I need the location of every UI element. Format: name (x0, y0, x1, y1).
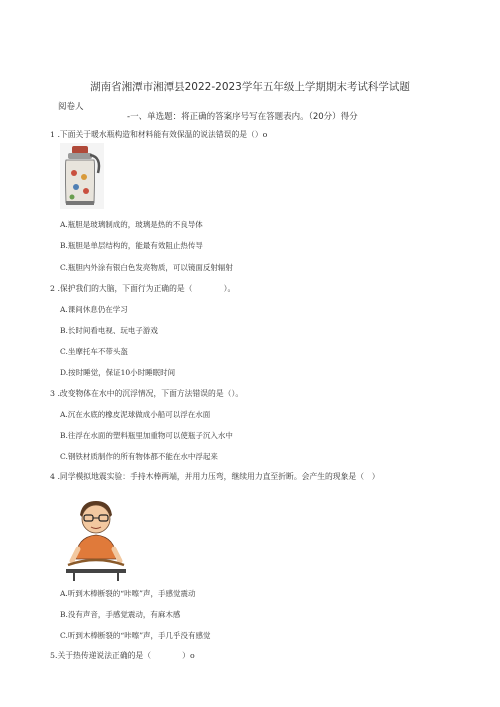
question-2-option-d: D.按时睡觉，保证10小时睡眠时间 (60, 368, 176, 377)
section-heading: -一、单选题：将正确的答案序号写在答题表内。（20分）得分 (127, 112, 358, 122)
question-4-option-a: A.听到木棒断裂的“咔嚓”声，手感觉震动 (60, 589, 196, 598)
earthquake-experiment-image (64, 497, 128, 581)
question-3-option-c: C.钢铁材质制作的所有物体都不能在水中浮起来 (60, 452, 218, 461)
question-2-option-c: C.坐摩托车不带头盔 (60, 347, 128, 356)
question-4-option-c: C.听到木棒断裂的“咔嚓”声，手几乎没有感觉 (60, 631, 211, 640)
question-4-stem: 4 .同学模拟地震实验：手持木棒两端，并用力压弯，继续用力直至折断。会产生的现象是（ ） (50, 472, 380, 481)
question-4-option-b: B.没有声音，手感觉震动，有麻木感 (60, 610, 181, 619)
question-2-stem: 2 .保护我们的大脑，下面行为正确的是（ ）。 (50, 284, 236, 293)
reviewer-label: 阅卷人 (58, 102, 84, 112)
document-title: 湖南省湘潭市湘潭县2022-2023学年五年级上学期期末考试科学试题 (90, 81, 410, 93)
question-1-option-a: A.瓶胆是玻璃制成的，玻璃是热的不良导体 (60, 220, 203, 229)
question-2-option-a: A.课间休息仍在学习 (60, 305, 128, 314)
thermos-image (60, 143, 104, 209)
question-1-stem: 1 .下面关于暖水瓶构造和材料能有效保温的说法错误的是（）o (50, 130, 268, 139)
question-2-option-b: B.长时间看电视、玩电子游戏 (60, 326, 158, 335)
question-3-stem: 3 .改变物体在水中的沉浮情况，下面方法错误的是（）。 (50, 389, 244, 398)
question-5-stem: 5.关于热传递说法正确的是（ ）o (50, 651, 195, 660)
question-1-option-b: B.瓶胆是单层结构的，能最有效阻止热传导 (60, 241, 203, 250)
question-3-option-b: B.往浮在水面的塑料瓶里加重物可以使瓶子沉入水中 (60, 431, 233, 440)
question-3-option-a: A.沉在水底的橡皮泥球做成小船可以浮在水面 (60, 410, 211, 419)
question-1-option-c: C.瓶胆内外涂有银白色发亮物质，可以镜面反射辐射 (60, 263, 233, 272)
